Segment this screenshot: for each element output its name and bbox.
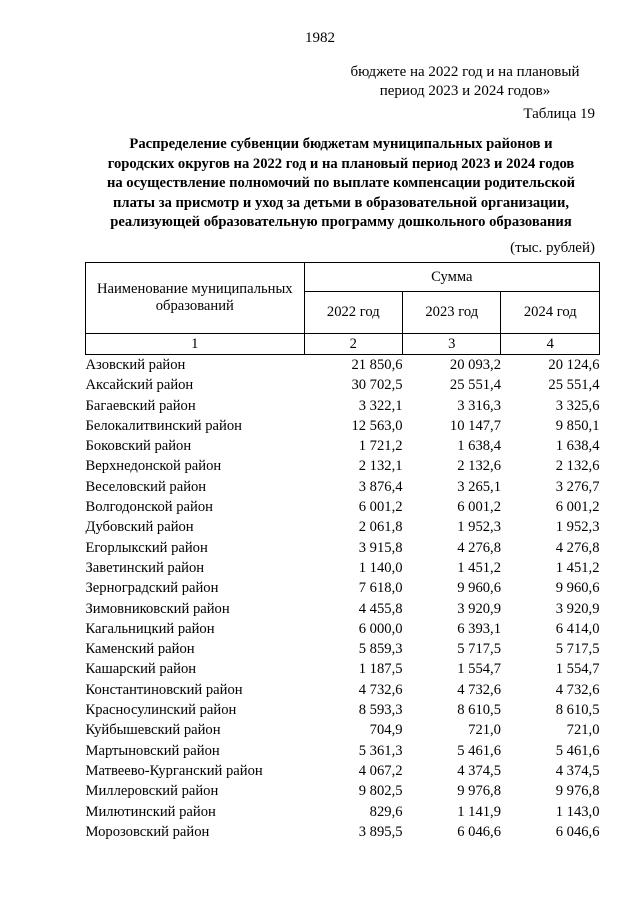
row-name: Дубовский район xyxy=(85,519,194,536)
value-2023: 4 732,6 xyxy=(457,681,501,698)
row-name: Белокалитвинский район xyxy=(85,417,242,434)
value-2023: 1 638,4 xyxy=(457,438,501,455)
value-2023: 1 554,7 xyxy=(457,661,501,678)
table-row xyxy=(86,700,600,720)
continuation-line: период 2023 и 2024 годов» xyxy=(379,83,551,99)
value-2024: 9 976,8 xyxy=(555,783,600,800)
value-2023: 10 147,7 xyxy=(449,417,501,434)
value-2022: 1 140,0 xyxy=(358,559,403,576)
value-2022: 6 001,2 xyxy=(358,499,403,516)
value-2023: 4 374,5 xyxy=(457,762,501,779)
value-2022: 4 455,8 xyxy=(358,600,403,617)
value-2022: 3 915,8 xyxy=(358,539,403,556)
value-2023: 8 610,5 xyxy=(457,702,501,719)
table-row xyxy=(86,375,600,395)
table-row xyxy=(86,720,600,740)
header-year-2023: 2023 год xyxy=(403,292,501,334)
table-row xyxy=(86,558,600,578)
row-name: Веселовский район xyxy=(85,478,207,495)
row-name: Заветинский район xyxy=(85,559,205,576)
units-label: (тыс. рублей) xyxy=(510,240,595,256)
column-number: 1 xyxy=(86,334,305,355)
header-year-2024: 2024 год xyxy=(501,292,600,334)
table-row xyxy=(86,477,600,497)
title-line: платы за присмотр и уход за детьми в образовательной организации, xyxy=(112,194,570,211)
row-name: Волгодонской район xyxy=(85,499,213,516)
table-row xyxy=(86,659,600,679)
table-row xyxy=(86,781,600,801)
table-number: Таблица 19 xyxy=(523,106,595,122)
header-name-line: Наименование муниципальных xyxy=(96,281,293,297)
value-2023: 5 461,6 xyxy=(457,742,501,759)
row-name: Боковский район xyxy=(85,438,192,455)
value-2024: 1 143,0 xyxy=(555,803,600,820)
value-2022: 1 721,2 xyxy=(358,438,403,455)
row-name: Кашарский район xyxy=(85,661,197,678)
value-2024: 5 461,6 xyxy=(555,742,600,759)
row-name: Красносулинский район xyxy=(85,702,237,719)
table-row xyxy=(86,517,600,537)
continuation-line: бюджете на 2022 год и на плановый xyxy=(350,64,580,80)
value-2024: 3 325,6 xyxy=(555,397,600,414)
column-number: 2 xyxy=(304,334,402,355)
value-2024: 9 850,1 xyxy=(555,417,600,434)
value-2022: 9 802,5 xyxy=(358,783,403,800)
value-2023: 6 001,2 xyxy=(457,499,501,516)
value-2024: 721,0 xyxy=(566,722,600,739)
value-2024: 6 001,2 xyxy=(555,499,600,516)
header-sum: Сумма xyxy=(304,263,599,292)
value-2024: 3 276,7 xyxy=(555,478,600,495)
value-2024: 9 960,6 xyxy=(555,580,600,597)
value-2022: 2 061,8 xyxy=(358,519,403,536)
value-2022: 704,9 xyxy=(369,722,403,739)
table-row xyxy=(86,741,600,761)
value-2022: 3 876,4 xyxy=(358,478,403,495)
row-name: Матвеево-Курганский район xyxy=(85,762,263,779)
table-row xyxy=(86,538,600,558)
row-name: Константиновский район xyxy=(85,681,243,698)
value-2022: 7 618,0 xyxy=(358,580,403,597)
row-name: Багаевский район xyxy=(85,397,196,414)
value-2022: 829,6 xyxy=(369,803,403,820)
value-2023: 3 316,3 xyxy=(457,397,501,414)
value-2024: 25 551,4 xyxy=(548,377,600,394)
value-2023: 5 717,5 xyxy=(457,641,501,658)
table-row xyxy=(86,599,600,619)
value-2024: 1 952,3 xyxy=(555,519,600,536)
value-2023: 1 451,2 xyxy=(457,559,501,576)
value-2023: 9 960,6 xyxy=(457,580,501,597)
table-row xyxy=(86,416,600,436)
value-2024: 6 414,0 xyxy=(555,620,600,637)
title-line: на осуществление полномочий по выплате компенсации родительской xyxy=(106,175,576,191)
table-row xyxy=(86,436,600,456)
value-2022: 3 322,1 xyxy=(358,397,403,414)
value-2022: 5 859,3 xyxy=(358,641,403,658)
row-name: Милютинский район xyxy=(85,803,216,820)
value-2024: 1 451,2 xyxy=(555,559,600,576)
value-2023: 2 132,6 xyxy=(457,458,501,475)
row-name: Морозовский район xyxy=(85,823,210,840)
row-name: Каменский район xyxy=(85,641,195,658)
continuation-header xyxy=(300,63,630,101)
table-row xyxy=(86,396,600,416)
value-2022: 1 187,5 xyxy=(358,661,403,678)
value-2024: 5 717,5 xyxy=(555,641,600,658)
subvention-table xyxy=(85,262,600,842)
table-row xyxy=(86,619,600,639)
table-row xyxy=(86,761,600,781)
value-2023: 25 551,4 xyxy=(449,377,501,394)
row-name: Мартыновский район xyxy=(85,742,220,759)
header-name-line: образований xyxy=(155,298,234,314)
value-2022: 12 563,0 xyxy=(351,417,403,434)
column-number: 3 xyxy=(403,334,501,355)
value-2023: 20 093,2 xyxy=(449,357,501,373)
value-2024: 4 732,6 xyxy=(555,681,600,698)
row-name: Куйбышевский район xyxy=(85,722,221,739)
value-2023: 1 952,3 xyxy=(457,519,501,536)
page-number: 1982 xyxy=(305,30,335,46)
value-2023: 3 920,9 xyxy=(457,600,501,617)
value-2024: 8 610,5 xyxy=(555,702,600,719)
row-name: Зимовниковский район xyxy=(85,600,230,617)
table-row xyxy=(86,822,600,842)
value-2022: 8 593,3 xyxy=(358,702,403,719)
row-name: Азовский район xyxy=(85,357,186,373)
value-2023: 721,0 xyxy=(468,722,501,739)
title-line: Распределение субвенции бюджетам муниципальных районов и xyxy=(129,136,553,152)
table-row xyxy=(86,680,600,700)
value-2024: 3 920,9 xyxy=(555,600,600,617)
column-number: 4 xyxy=(501,334,600,355)
table-row xyxy=(86,578,600,598)
value-2022: 2 132,1 xyxy=(358,458,403,475)
header-name xyxy=(86,263,305,334)
table-row xyxy=(86,355,600,376)
value-2022: 21 850,6 xyxy=(351,357,403,373)
value-2024: 1 638,4 xyxy=(555,438,600,455)
table-row xyxy=(86,456,600,476)
value-2024: 4 374,5 xyxy=(555,762,600,779)
value-2023: 6 046,6 xyxy=(457,823,501,840)
value-2024: 4 276,8 xyxy=(555,539,600,556)
row-name: Кагальницкий район xyxy=(85,620,215,637)
row-name: Миллеровский район xyxy=(85,783,219,800)
value-2022: 5 361,3 xyxy=(358,742,403,759)
value-2024: 2 132,6 xyxy=(555,458,600,475)
value-2024: 20 124,6 xyxy=(548,357,600,373)
row-name: Егорлыкский район xyxy=(85,539,208,556)
value-2023: 6 393,1 xyxy=(457,620,501,637)
value-2024: 6 046,6 xyxy=(555,823,600,840)
header-year-2022: 2022 год xyxy=(304,292,402,334)
table-row xyxy=(86,639,600,659)
value-2023: 4 276,8 xyxy=(457,539,501,556)
value-2023: 3 265,1 xyxy=(457,478,501,495)
value-2022: 4 067,2 xyxy=(358,762,403,779)
row-name: Зерноградский район xyxy=(85,580,219,597)
table-body xyxy=(86,355,600,843)
value-2022: 4 732,6 xyxy=(358,681,403,698)
table-row xyxy=(86,497,600,517)
value-2022: 30 702,5 xyxy=(351,377,403,394)
row-name: Аксайский район xyxy=(85,377,194,394)
title-line: реализующей образовательную программу дошкольного образования xyxy=(110,214,572,230)
value-2023: 9 976,8 xyxy=(457,783,501,800)
title-line: городских округов на 2022 год и на плановый период 2023 и 2024 годов xyxy=(107,155,575,172)
value-2024: 1 554,7 xyxy=(555,661,600,678)
value-2022: 3 895,5 xyxy=(358,823,403,840)
row-name: Верхнедонской район xyxy=(85,458,222,475)
table-title xyxy=(85,135,597,233)
value-2023: 1 141,9 xyxy=(457,803,501,820)
table-row xyxy=(86,802,600,822)
value-2022: 6 000,0 xyxy=(358,620,403,637)
